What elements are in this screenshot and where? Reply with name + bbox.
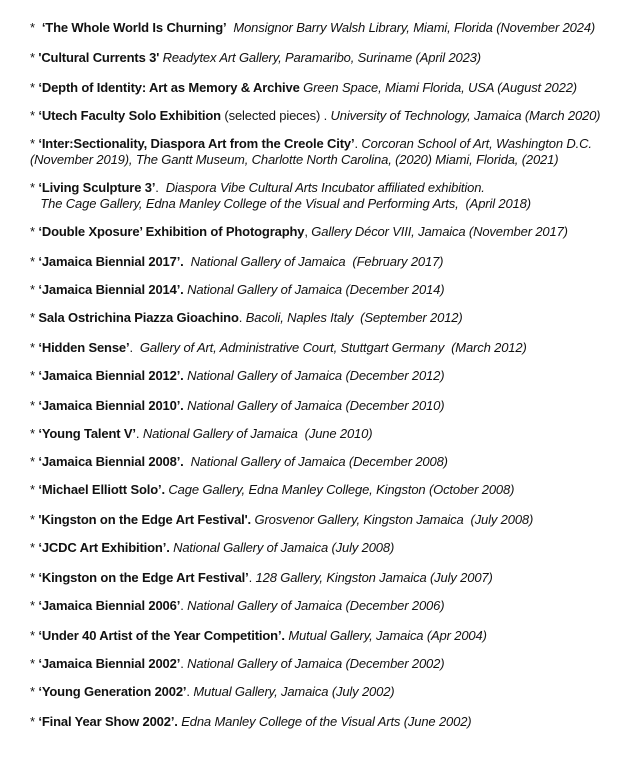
bullet-marker: * — [30, 398, 39, 413]
exhibition-venue: Bacoli, Naples Italy (September 2012) — [245, 310, 463, 325]
exhibition-title: 'Kingston on the Edge Art Festival'. — [38, 512, 252, 527]
bullet-marker: * — [30, 80, 39, 95]
bullet-marker: * — [30, 254, 39, 269]
exhibition-venue: University of Technology, Jamaica (March 2020) — [330, 108, 601, 123]
exhibition-entry — [30, 310, 620, 326]
exhibition-title: ‘Jamaica Biennial 2012’. — [38, 368, 184, 383]
bullet-marker: * — [30, 628, 39, 643]
exhibition-title: ‘Jamaica Biennial 2017’. — [38, 254, 184, 269]
bullet-marker: * — [30, 310, 39, 325]
exhibition-title: ‘Jamaica Biennial 2008’. — [38, 454, 184, 469]
exhibition-title: ‘Jamaica Biennial 2002’ — [38, 656, 181, 671]
exhibition-venue: 128 Gallery, Kingston Jamaica (July 2007) — [255, 570, 493, 585]
exhibition-entry — [30, 50, 620, 66]
exhibition-entry — [30, 282, 620, 298]
exhibition-title: 'Cultural Currents 3' — [38, 50, 160, 65]
exhibition-venue: Gallery of Art, Administrative Court, Stuttgart Germany (March 2012) — [139, 340, 527, 355]
bullet-marker: * — [30, 282, 39, 297]
exhibition-venue: National Gallery of Jamaica (July 2008) — [169, 540, 395, 555]
exhibition-title: ‘Jamaica Biennial 2014’. — [38, 282, 184, 297]
entry-text: . — [186, 684, 194, 699]
exhibition-title: ‘Double Xposure’ Exhibition of Photography — [38, 224, 305, 239]
exhibition-venue: Green Space, Miami Florida, USA (August 2022) — [299, 80, 577, 95]
exhibition-venue: National Gallery of Jamaica (December 2012) — [183, 368, 445, 383]
entry-text: . — [354, 136, 362, 151]
exhibition-venue: National Gallery of Jamaica (June 2010) — [142, 426, 373, 441]
exhibition-venue: Readytex Art Gallery, Paramaribo, Suriname (April 2023) — [159, 50, 481, 65]
entry-text: , — [304, 224, 312, 239]
entry-text: . — [155, 180, 166, 195]
exhibition-title: ‘Jamaica Biennial 2006’ — [38, 598, 181, 613]
bullet-marker: * — [30, 482, 39, 497]
exhibition-venue: Mutual Gallery, Jamaica (July 2002) — [193, 684, 395, 699]
exhibition-entry — [30, 482, 620, 498]
exhibition-venue: Grosvenor Gallery, Kingston Jamaica (July 2008) — [251, 512, 534, 527]
exhibition-title: Sala Ostrichina Piazza Gioachino — [38, 310, 239, 325]
exhibition-venue: Gallery Décor VIII, Jamaica (November 2017) — [311, 224, 568, 239]
bullet-marker: * — [30, 512, 39, 527]
exhibition-entry — [30, 398, 620, 414]
exhibition-entry — [30, 540, 620, 556]
entry-text: . — [180, 598, 188, 613]
exhibition-title: ‘Final Year Show 2002’. — [38, 714, 178, 729]
exhibition-entry — [30, 340, 620, 356]
exhibition-venue: National Gallery of Jamaica (December 2008) — [183, 454, 448, 469]
exhibition-entry — [30, 368, 620, 384]
exhibition-entry — [30, 628, 620, 644]
exhibition-venue: National Gallery of Jamaica (December 2014) — [183, 282, 445, 297]
bullet-marker: * — [30, 224, 39, 239]
exhibition-entry — [30, 136, 620, 168]
exhibition-entry — [30, 224, 620, 240]
exhibition-title: ‘Young Talent V’ — [38, 426, 136, 441]
bullet-marker: * — [30, 656, 39, 671]
exhibition-entry — [30, 108, 620, 124]
exhibition-venue: Edna Manley College of the Visual Arts (June 2002) — [177, 714, 472, 729]
entry-text: . — [129, 340, 140, 355]
exhibition-venue: Diaspora Vibe Cultural Arts Incubator affiliated exhibition. The Cage Gallery, Edna Manley College of the Visual and Performing Arts, (April 2018) — [40, 180, 531, 211]
bullet-marker: * — [30, 368, 39, 383]
entry-text: . — [238, 310, 246, 325]
entry-text: . — [248, 570, 256, 585]
exhibition-venue: National Gallery of Jamaica (December 2006) — [187, 598, 445, 613]
exhibition-title: ‘Kingston on the Edge Art Festival’ — [38, 570, 249, 585]
exhibition-venue: Cage Gallery, Edna Manley College, Kingston (October 2008) — [164, 482, 515, 497]
exhibition-title: ‘Depth of Identity: Art as Memory & Archive — [38, 80, 300, 95]
bullet-marker: * — [30, 340, 39, 355]
exhibition-venue: Mutual Gallery, Jamaica (Apr 2004) — [284, 628, 487, 643]
exhibition-entry — [30, 598, 620, 614]
bullet-marker: * — [30, 136, 39, 151]
bullet-marker: * — [30, 598, 39, 613]
exhibition-title: ‘Inter:Sectionality, Diaspora Art from the Creole City’ — [38, 136, 355, 151]
exhibition-venue: Monsignor Barry Walsh Library, Miami, Florida (November 2024) — [226, 20, 596, 35]
exhibition-title: ‘Michael Elliott Solo’. — [38, 482, 165, 497]
exhibition-title: ‘Living Sculpture 3’ — [38, 180, 156, 195]
bullet-marker: * — [30, 454, 39, 469]
exhibition-title: ‘Young Generation 2002’ — [38, 684, 187, 699]
exhibition-title: ‘Under 40 Artist of the Year Competition’. — [38, 628, 285, 643]
exhibition-title: ‘Hidden Sense’ — [38, 340, 130, 355]
bullet-marker: * — [30, 714, 39, 729]
entry-text: . — [135, 426, 143, 441]
exhibition-entry — [30, 20, 620, 36]
exhibition-venue: Corcoran School of Art, Washington D.C. (November 2019), The Gantt Museum, Charlotte North Carolina, (2020) Miami, Florida, (2021) — [30, 136, 596, 167]
exhibition-entry — [30, 80, 620, 96]
exhibition-entry — [30, 656, 620, 672]
exhibition-entry — [30, 254, 620, 270]
exhibition-venue: National Gallery of Jamaica (December 2002) — [187, 656, 445, 671]
bullet-marker: * — [30, 108, 39, 123]
bullet-marker: * — [30, 570, 39, 585]
exhibition-entry — [30, 180, 620, 212]
exhibition-entry — [30, 426, 620, 442]
entry-text: . — [180, 656, 188, 671]
bullet-marker: * — [30, 426, 39, 441]
exhibition-entry — [30, 714, 620, 730]
bullet-marker: * — [30, 540, 39, 555]
exhibition-entry — [30, 512, 620, 528]
exhibition-venue: National Gallery of Jamaica (December 2010) — [183, 398, 445, 413]
exhibition-venue: National Gallery of Jamaica (February 2017) — [183, 254, 444, 269]
bullet-marker: * — [30, 50, 39, 65]
bullet-marker: * — [30, 684, 39, 699]
exhibition-entry — [30, 454, 620, 470]
exhibition-title: ‘Jamaica Biennial 2010’. — [38, 398, 184, 413]
exhibition-title: ‘The Whole World Is Churning’ — [41, 20, 227, 35]
exhibition-title: ‘Utech Faculty Solo Exhibition — [38, 108, 221, 123]
exhibition-entry — [30, 684, 620, 700]
exhibition-entry — [30, 570, 620, 586]
entry-text: (selected pieces) . — [220, 108, 331, 123]
bullet-marker: * — [30, 20, 42, 35]
bullet-marker: * — [30, 180, 39, 195]
exhibition-title: ‘JCDC Art Exhibition’. — [38, 540, 170, 555]
